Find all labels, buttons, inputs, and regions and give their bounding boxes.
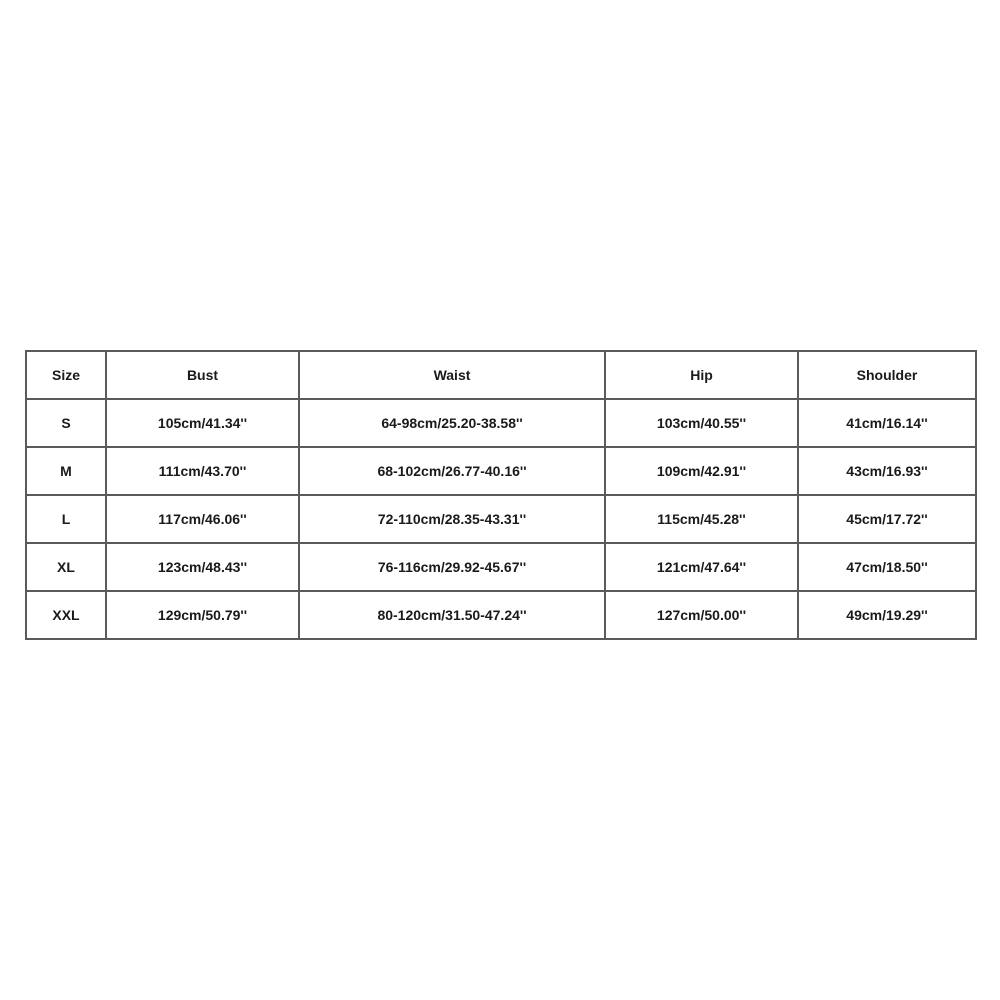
cell-hip: 109cm/42.91'' xyxy=(605,447,798,495)
cell-hip: 103cm/40.55'' xyxy=(605,399,798,447)
cell-waist: 68-102cm/26.77-40.16'' xyxy=(299,447,605,495)
cell-bust: 117cm/46.06'' xyxy=(106,495,299,543)
cell-size: L xyxy=(26,495,106,543)
table-row xyxy=(26,399,976,447)
cell-hip: 127cm/50.00'' xyxy=(605,591,798,639)
cell-size: XL xyxy=(26,543,106,591)
header-shoulder: Shoulder xyxy=(798,351,976,399)
cell-hip: 115cm/45.28'' xyxy=(605,495,798,543)
cell-bust: 111cm/43.70'' xyxy=(106,447,299,495)
cell-hip: 121cm/47.64'' xyxy=(605,543,798,591)
cell-waist: 80-120cm/31.50-47.24'' xyxy=(299,591,605,639)
table-row xyxy=(26,495,976,543)
cell-size: XXL xyxy=(26,591,106,639)
cell-size: M xyxy=(26,447,106,495)
cell-bust: 129cm/50.79'' xyxy=(106,591,299,639)
table-row xyxy=(26,447,976,495)
cell-bust: 123cm/48.43'' xyxy=(106,543,299,591)
table-row xyxy=(26,591,976,639)
cell-shoulder: 41cm/16.14'' xyxy=(798,399,976,447)
cell-bust: 105cm/41.34'' xyxy=(106,399,299,447)
cell-waist: 72-110cm/28.35-43.31'' xyxy=(299,495,605,543)
cell-shoulder: 45cm/17.72'' xyxy=(798,495,976,543)
table-header-row xyxy=(26,351,976,399)
cell-shoulder: 47cm/18.50'' xyxy=(798,543,976,591)
cell-waist: 64-98cm/25.20-38.58'' xyxy=(299,399,605,447)
cell-shoulder: 49cm/19.29'' xyxy=(798,591,976,639)
cell-size: S xyxy=(26,399,106,447)
header-size: Size xyxy=(26,351,106,399)
cell-waist: 76-116cm/29.92-45.67'' xyxy=(299,543,605,591)
size-chart-table xyxy=(25,350,977,640)
cell-shoulder: 43cm/16.93'' xyxy=(798,447,976,495)
table-row xyxy=(26,543,976,591)
header-hip: Hip xyxy=(605,351,798,399)
header-waist: Waist xyxy=(299,351,605,399)
header-bust: Bust xyxy=(106,351,299,399)
